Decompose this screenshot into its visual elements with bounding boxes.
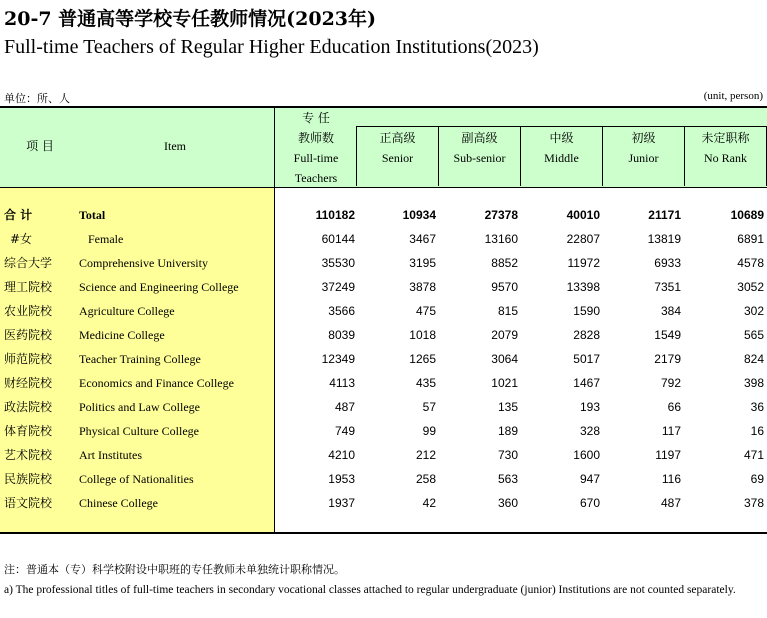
cell-value: 360 [497, 496, 518, 510]
footnote-en: a) The professional titles of full-time teachers in secondary vocational classes attached to regular undergraduate (junior) Institutions are not counted separately. [4, 584, 736, 596]
row-label-cn: 农业院校 [4, 304, 53, 318]
footnote-cn: 注：普通本（专）科学校附设中职班的专任教师未单独统计职称情况。 [4, 563, 345, 576]
cell-value: 302 [743, 304, 764, 318]
cell-value: 27378 [484, 208, 518, 222]
cell-value: 60144 [321, 232, 355, 246]
cell-value: 13160 [484, 232, 518, 246]
cell-value: 135 [497, 400, 518, 414]
row-label-cn: 医药院校 [4, 328, 53, 342]
cell-value: 57 [422, 400, 436, 414]
row-label-cn: 理工院校 [4, 280, 53, 294]
cell-value: 1549 [654, 328, 681, 342]
header-fulltime-en-2: Teachers [294, 171, 338, 185]
cell-value: 35530 [321, 256, 355, 270]
cell-value: 9570 [491, 280, 518, 294]
row-label-en: Total [79, 208, 106, 222]
cell-value: 189 [497, 424, 518, 438]
cell-value: 36 [750, 400, 764, 414]
cell-value: 13819 [647, 232, 681, 246]
row-label-en: Art Institutes [79, 448, 142, 462]
row-label-en: Comprehensive University [79, 256, 208, 270]
cell-value: 40010 [566, 208, 600, 222]
cell-value: 37249 [321, 280, 355, 294]
header-sub-senior [438, 128, 521, 168]
header-no-rank-cn: 未定职称 [701, 131, 750, 145]
row-label-en: Agriculture College [79, 304, 175, 318]
cell-value: 193 [579, 400, 600, 414]
cell-value: 4578 [737, 256, 764, 270]
header-senior-en: Senior [381, 151, 414, 165]
cell-value: 670 [579, 496, 600, 510]
cell-value: 824 [743, 352, 764, 366]
header-no-rank [684, 128, 767, 168]
row-label-cn: 综合大学 [4, 256, 53, 270]
cell-value: 749 [334, 424, 355, 438]
cell-value: 4210 [328, 448, 355, 462]
row-label-cn: 政法院校 [4, 400, 53, 414]
table-row [0, 299, 767, 323]
header-junior-cn: 初级 [631, 131, 656, 145]
header-fulltime-cn-1: 专 任 [302, 111, 330, 125]
cell-value: 563 [497, 472, 518, 486]
table-row [0, 347, 767, 371]
cell-value: 1265 [409, 352, 436, 366]
cell-value: 1600 [573, 448, 600, 462]
cell-value: 2079 [491, 328, 518, 342]
cell-value: 565 [743, 328, 764, 342]
cell-value: 99 [422, 424, 436, 438]
row-label-cn: 师范院校 [4, 352, 53, 366]
header-middle-cn: 中级 [549, 131, 574, 145]
row-label-en: Medicine College [79, 328, 165, 342]
cell-value: 8852 [491, 256, 518, 270]
row-label-en: Politics and Law College [79, 400, 200, 414]
unit-label-cn: 单位：所、人 [4, 92, 70, 105]
cell-value: 1953 [328, 472, 355, 486]
header-senior-cn: 正高级 [379, 131, 416, 145]
cell-value: 3566 [328, 304, 355, 318]
cell-value: 258 [415, 472, 436, 486]
table-row [0, 203, 767, 227]
cell-value: 212 [415, 448, 436, 462]
header-junior [602, 128, 685, 168]
cell-value: 1590 [573, 304, 600, 318]
cell-value: 3064 [491, 352, 518, 366]
row-label-cn: 财经院校 [4, 376, 53, 390]
cell-value: 10689 [730, 208, 764, 222]
cell-value: 1467 [573, 376, 600, 390]
row-label-en: Science and Engineering College [79, 280, 239, 294]
row-label-en: Chinese College [79, 496, 158, 510]
cell-value: 1197 [655, 448, 681, 462]
cell-value: 13398 [566, 280, 600, 294]
cell-value: 110182 [315, 208, 355, 222]
cell-value: 1937 [328, 496, 355, 510]
cell-value: 398 [743, 376, 764, 390]
header-sub-senior-en: Sub-senior [453, 151, 506, 165]
header-senior [356, 128, 439, 168]
cell-value: 2828 [573, 328, 600, 342]
page-title-cn: 20-7 普通高等学校专任教师情况(2023年) [4, 8, 377, 30]
header-junior-en: Junior [628, 151, 659, 165]
header-item-en: Item [164, 139, 186, 153]
unit-label-en: (unit, person) [703, 90, 763, 102]
cell-value: 328 [579, 424, 600, 438]
cell-value: 1021 [491, 376, 518, 390]
row-label-en: Physical Culture College [79, 424, 199, 438]
row-label-cn: 艺术院校 [4, 448, 53, 462]
header-bottom-rule-left [0, 187, 275, 188]
table-row [0, 467, 767, 491]
cell-value: 3052 [737, 280, 764, 294]
teachers-table [0, 106, 767, 534]
cell-value: 947 [579, 472, 600, 486]
cell-value: 475 [415, 304, 436, 318]
cell-value: 487 [660, 496, 681, 510]
cell-value: 21171 [648, 208, 681, 222]
cell-value: 5017 [573, 352, 600, 366]
cell-value: 815 [497, 304, 518, 318]
header-no-rank-en: No Rank [704, 151, 747, 165]
table-row [0, 251, 767, 275]
row-label-cn: #女 [10, 232, 33, 246]
table-row [0, 323, 767, 347]
cell-value: 3467 [409, 232, 436, 246]
cell-value: 8039 [328, 328, 355, 342]
page-title-en: Full-time Teachers of Regular Higher Education Institutions(2023) [4, 36, 539, 58]
table-bottom-rule [0, 532, 767, 534]
table-row [0, 395, 767, 419]
header-middle [520, 128, 603, 168]
cell-value: 117 [661, 424, 681, 438]
cell-value: 12349 [321, 352, 355, 366]
header-middle-en: Middle [544, 151, 579, 165]
cell-value: 10934 [402, 208, 436, 222]
header-fulltime-cn-2: 教师数 [297, 131, 334, 145]
header-sub-senior-cn: 副高级 [461, 131, 498, 145]
cell-value: 471 [743, 448, 764, 462]
row-label-cn: 体育院校 [4, 424, 53, 438]
cell-value: 6933 [654, 256, 681, 270]
row-label-en: College of Nationalities [79, 472, 194, 486]
cell-value: 3195 [409, 256, 436, 270]
cell-value: 116 [661, 472, 681, 486]
cell-value: 7351 [654, 280, 681, 294]
table-row [0, 443, 767, 467]
cell-value: 1018 [409, 328, 436, 342]
header-fulltime-en-1: Full-time [293, 151, 339, 165]
cell-value: 487 [334, 400, 355, 414]
row-label-cn: 合 计 [4, 208, 33, 222]
cell-value: 22807 [566, 232, 600, 246]
cell-value: 66 [667, 400, 681, 414]
cell-value: 4113 [329, 376, 355, 390]
cell-value: 69 [750, 472, 764, 486]
cell-value: 3878 [409, 280, 436, 294]
cell-value: 2179 [654, 352, 681, 366]
row-label-cn: 民族院校 [4, 472, 53, 486]
cell-value: 730 [497, 448, 518, 462]
cell-value: 6891 [737, 232, 764, 246]
cell-value: 792 [660, 376, 681, 390]
cell-value: 435 [415, 376, 436, 390]
table-row [0, 275, 767, 299]
table-row [0, 371, 767, 395]
table-row [0, 227, 767, 251]
row-label-cn: 语文院校 [4, 496, 53, 510]
table-row [0, 491, 767, 515]
header-fulltime [276, 108, 356, 188]
header-item-cn: 项 目 [26, 139, 54, 153]
table-top-rule [0, 106, 767, 108]
cell-value: 11972 [567, 256, 600, 270]
row-label-en: Female [88, 232, 124, 246]
cell-value: 378 [743, 496, 764, 510]
cell-value: 42 [422, 496, 436, 510]
cell-value: 384 [660, 304, 681, 318]
table-row [0, 419, 767, 443]
row-label-en: Teacher Training College [79, 352, 201, 366]
row-label-en: Economics and Finance College [79, 376, 234, 390]
cell-value: 16 [750, 424, 764, 438]
